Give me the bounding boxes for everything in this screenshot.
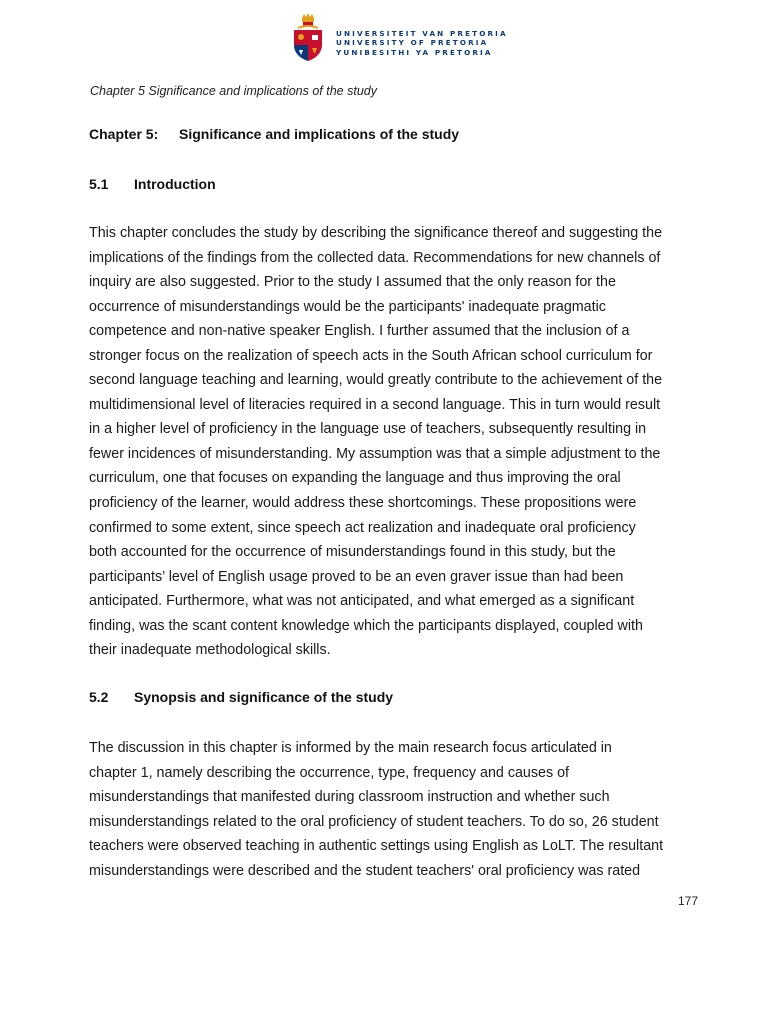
logo-wordmark bbox=[336, 29, 508, 58]
text-line: competence and non-native speaker English. I further assumed that the inclusion of a bbox=[89, 323, 630, 340]
text-line: their inadequate methodological skills. bbox=[89, 642, 331, 659]
text-line: misunderstandings that manifested during classroom instruction and whether such bbox=[89, 789, 610, 806]
text-line: both accounted for the occurrence of misunderstandings found in this study, but the bbox=[89, 544, 616, 561]
logo-line-english: UNIVERSITY OF PRETORIA bbox=[336, 38, 489, 48]
text-line: proficiency of the learner, would address these shortcomings. These propositions were bbox=[89, 495, 637, 512]
text-line: fewer incidences of misunderstanding. My assumption was that a simple adjustment to the bbox=[89, 445, 661, 462]
university-crest-icon bbox=[290, 12, 326, 62]
text-line: implications of the findings from the collected data. Recommendations for new channels of bbox=[89, 249, 661, 266]
text-line: curriculum, one that focuses on expanding the language and thus improving the oral bbox=[89, 470, 621, 487]
section-heading-introduction bbox=[89, 176, 216, 192]
text-line: participants’ level of English usage proved to be an even graver issue than had been bbox=[89, 568, 624, 585]
text-line: inquiry are also suggested. Prior to the study I assumed that the only reason for the bbox=[89, 274, 616, 291]
text-line: occurrence of misunderstandings would be the participants' inadequate pragmatic bbox=[89, 298, 606, 315]
section-title: Synopsis and significance of the study bbox=[134, 689, 394, 705]
paragraph-introduction bbox=[89, 221, 701, 663]
section-title: Introduction bbox=[134, 176, 216, 192]
university-logo bbox=[290, 12, 508, 62]
section-heading-synopsis bbox=[89, 689, 393, 705]
logo-line-afrikaans: UNIVERSITEIT VAN PRETORIA bbox=[336, 28, 508, 38]
page-number: 177 bbox=[677, 894, 698, 908]
text-line: teachers were observed teaching in authentic settings using English as LoLT. The resultant bbox=[89, 838, 664, 855]
chapter-title: Significance and implications of the study bbox=[179, 126, 460, 142]
section-number: 5.1 bbox=[89, 176, 109, 192]
text-line: finding, was the scant content knowledge which the participants displayed, coupled with bbox=[89, 617, 643, 634]
text-line: second language teaching and learning, would greatly contribute to the achievement of the bbox=[89, 372, 663, 389]
chapter-heading bbox=[89, 126, 459, 142]
text-line: multidimensional level of literacies required in a second language. This in turn would result bbox=[89, 396, 661, 413]
text-line: misunderstandings related to the oral proficiency of student teachers. To do so, 26 student bbox=[89, 813, 659, 830]
text-line: chapter 1, namely describing the occurrence, type, frequency and causes of bbox=[89, 764, 570, 781]
running-header: Chapter 5 Significance and implications of the study bbox=[90, 84, 377, 98]
logo-line-sepedi: YUNIBESITHI YA PRETORIA bbox=[336, 47, 493, 57]
paragraph-synopsis bbox=[89, 736, 701, 883]
section-number: 5.2 bbox=[89, 689, 109, 705]
text-line: anticipated. Furthermore, what was not anticipated, and what emerged as a significant bbox=[89, 593, 635, 610]
text-line: This chapter concludes the study by describing the significance thereof and suggesting the bbox=[89, 225, 663, 241]
text-line: stronger focus on the realization of speech acts in the South African school curriculum for bbox=[89, 347, 653, 364]
text-line: The discussion in this chapter is informed by the main research focus articulated in bbox=[89, 740, 612, 756]
text-line: misunderstandings were described and the student teachers' oral proficiency was rated bbox=[89, 862, 641, 879]
text-line: in a higher level of proficiency in the language use of teachers, subsequently resulting in bbox=[89, 421, 647, 438]
text-line: confirmed to some extent, since speech act realization and inadequate oral proficiency bbox=[89, 519, 636, 536]
chapter-number: Chapter 5: bbox=[89, 126, 159, 142]
